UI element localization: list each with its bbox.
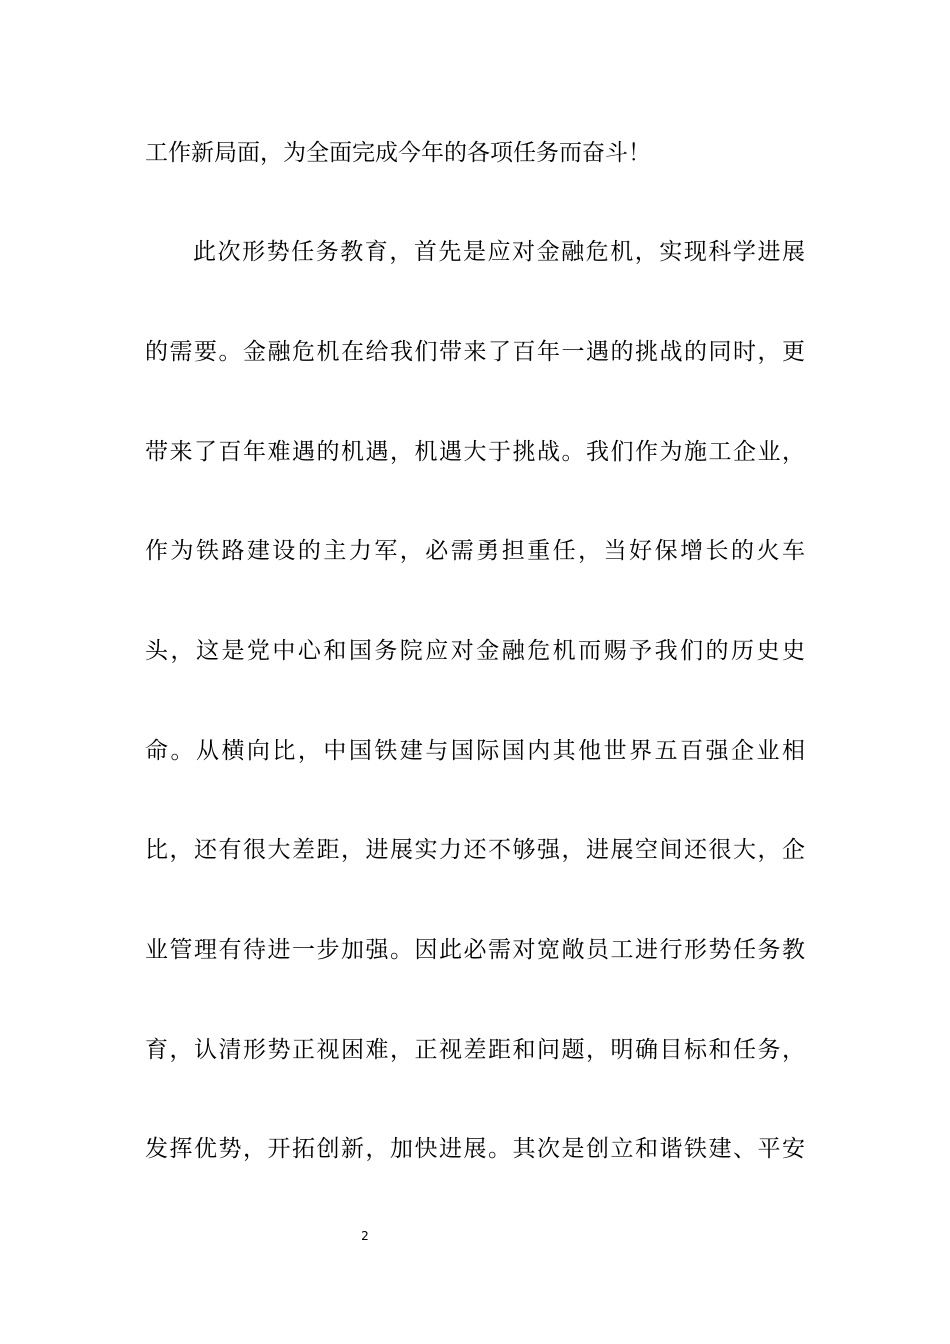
text-line-1: 工作新局面，为全面完成今年的各项任务而奋斗！ <box>145 140 651 166</box>
text-line-5: 作为铁路建设的主力军，必需勇担重任，当好保增长的火车 <box>145 538 805 564</box>
text-line-2: 此次形势任务教育，首先是应对金融危机，实现科学进展 <box>193 239 805 265</box>
text-line-7: 命。从横向比，中国铁建与国际国内其他世界五百强企业相 <box>145 738 805 764</box>
text-line-10: 育，认清形势正视困难，正视差距和问题，明确目标和任务， <box>145 1037 805 1063</box>
text-line-11: 发挥优势，开拓创新，加快进展。其次是创立和谐铁建、平安 <box>145 1136 805 1162</box>
text-line-3: 的需要。金融危机在给我们带来了百年一遇的挑战的同时，更 <box>145 339 805 365</box>
text-line-8: 比，还有很大差距，进展实力还不够强，进展空间还很大，企 <box>145 837 805 863</box>
text-line-4: 带来了百年难遇的机遇，机遇大于挑战。我们作为施工企业， <box>145 439 805 465</box>
text-line-9: 业管理有待进一步加强。因此必需对宽敞员工进行形势任务教 <box>145 937 805 963</box>
page-number: 2 <box>361 1229 369 1243</box>
text-line-6: 头，这是党中心和国务院应对金融危机而赐予我们的历史史 <box>145 638 805 664</box>
